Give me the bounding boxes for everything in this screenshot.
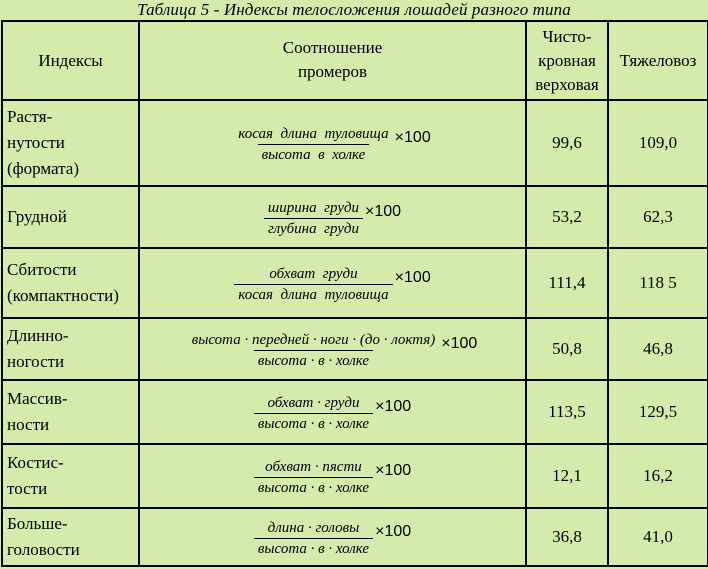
fraction (264, 200, 363, 238)
index-name-line: нутости (7, 133, 65, 152)
header-ratio-line1: Соотношение (282, 38, 383, 57)
formula (254, 459, 411, 497)
table-row (2, 318, 708, 380)
header-breed1-line3: верховая (535, 74, 599, 94)
index-name-line: Грудной (7, 207, 67, 226)
denominator: высота · в · холке (254, 350, 373, 370)
formula (254, 395, 411, 433)
formula-cell (139, 508, 526, 566)
value-heavy: 129,5 (608, 380, 708, 444)
denominator: высота · в · холке (254, 413, 373, 433)
denominator: высота в холке (258, 144, 370, 164)
index-name-line: Растя- (7, 107, 53, 126)
index-name-line: Массив- (7, 389, 68, 408)
multiplier: ×100 (375, 522, 412, 540)
fraction (254, 520, 373, 558)
formula-cell (139, 100, 526, 186)
formula-cell (139, 186, 526, 248)
numerator: высота · передней · ноги · (до · локтя) (191, 331, 436, 348)
header-ratio (139, 21, 526, 100)
formula (254, 520, 411, 558)
header-row (2, 21, 708, 100)
index-name-line: (компактности) (7, 286, 119, 305)
fraction (188, 332, 440, 370)
formula-cell (139, 248, 526, 318)
header-breed1-line1: Чисто- (542, 26, 592, 46)
index-name-line: Сбитости (7, 260, 77, 279)
index-name (2, 248, 139, 318)
value-thoroughbred: 111,4 (526, 248, 608, 318)
formula-cell (139, 318, 526, 380)
numerator: ширина груди (267, 199, 360, 216)
fraction (234, 266, 392, 304)
table-row (2, 444, 708, 508)
multiplier: ×100 (394, 268, 431, 286)
value-thoroughbred: 50,8 (526, 318, 608, 380)
multiplier: ×100 (441, 334, 478, 352)
numerator: косая длина туловища (238, 125, 389, 142)
value-thoroughbred: 36,8 (526, 508, 608, 566)
denominator: высота · в · холке (254, 538, 373, 558)
formula (234, 266, 430, 304)
denominator: глубина груди (264, 218, 363, 238)
index-name-line: ности (7, 415, 50, 434)
fraction (234, 126, 392, 164)
multiplier: ×100 (375, 461, 412, 479)
fraction (254, 459, 373, 497)
index-name-line: ногости (7, 352, 65, 371)
index-name-line: Костис- (7, 453, 64, 472)
index-name (2, 318, 139, 380)
multiplier: ×100 (394, 128, 431, 146)
index-name (2, 508, 139, 566)
formula-cell (139, 380, 526, 444)
index-name (2, 380, 139, 444)
fraction (254, 395, 373, 433)
header-breed1-line2: кровная (538, 50, 596, 70)
index-name-line: головости (7, 540, 80, 559)
table-row (2, 186, 708, 248)
denominator: косая длина туловища (234, 284, 392, 304)
numerator: длина · головы (267, 519, 360, 536)
index-name (2, 444, 139, 508)
formula (264, 200, 401, 238)
value-thoroughbred: 12,1 (526, 444, 608, 508)
header-ratio-line2: промеров (297, 62, 368, 81)
multiplier: ×100 (365, 202, 402, 220)
value-heavy: 62,3 (608, 186, 708, 248)
header-breed-heavy: Тяжеловоз (608, 21, 708, 100)
index-name-line: (формата) (7, 159, 80, 178)
value-heavy: 109,0 (608, 100, 708, 186)
denominator: высота · в · холке (254, 477, 373, 497)
table-row (2, 508, 708, 566)
formula (234, 126, 430, 164)
formula-cell (139, 444, 526, 508)
index-name-line: тости (7, 479, 48, 498)
header-index: Индексы (2, 21, 139, 100)
table-row (2, 380, 708, 444)
value-heavy: 118 5 (608, 248, 708, 318)
table-row (2, 248, 708, 318)
numerator: обхват · груди (267, 394, 360, 411)
header-breed-thoroughbred (526, 21, 608, 100)
value-thoroughbred: 53,2 (526, 186, 608, 248)
formula (188, 332, 478, 370)
value-heavy: 16,2 (608, 444, 708, 508)
index-name-line: Больше- (7, 514, 68, 533)
value-thoroughbred: 99,6 (526, 100, 608, 186)
index-name (2, 186, 139, 248)
value-thoroughbred: 113,5 (526, 380, 608, 444)
indices-table (1, 20, 708, 567)
value-heavy: 41,0 (608, 508, 708, 566)
numerator: обхват груди (269, 265, 358, 282)
table-row (2, 100, 708, 186)
multiplier: ×100 (375, 397, 412, 415)
table-caption: Таблица 5 - Индексы телосложения лошадей разного типа (137, 0, 571, 19)
value-heavy: 46,8 (608, 318, 708, 380)
index-name (2, 100, 139, 186)
index-name-line: Длинно- (7, 326, 69, 345)
numerator: обхват · пясти (265, 458, 362, 475)
